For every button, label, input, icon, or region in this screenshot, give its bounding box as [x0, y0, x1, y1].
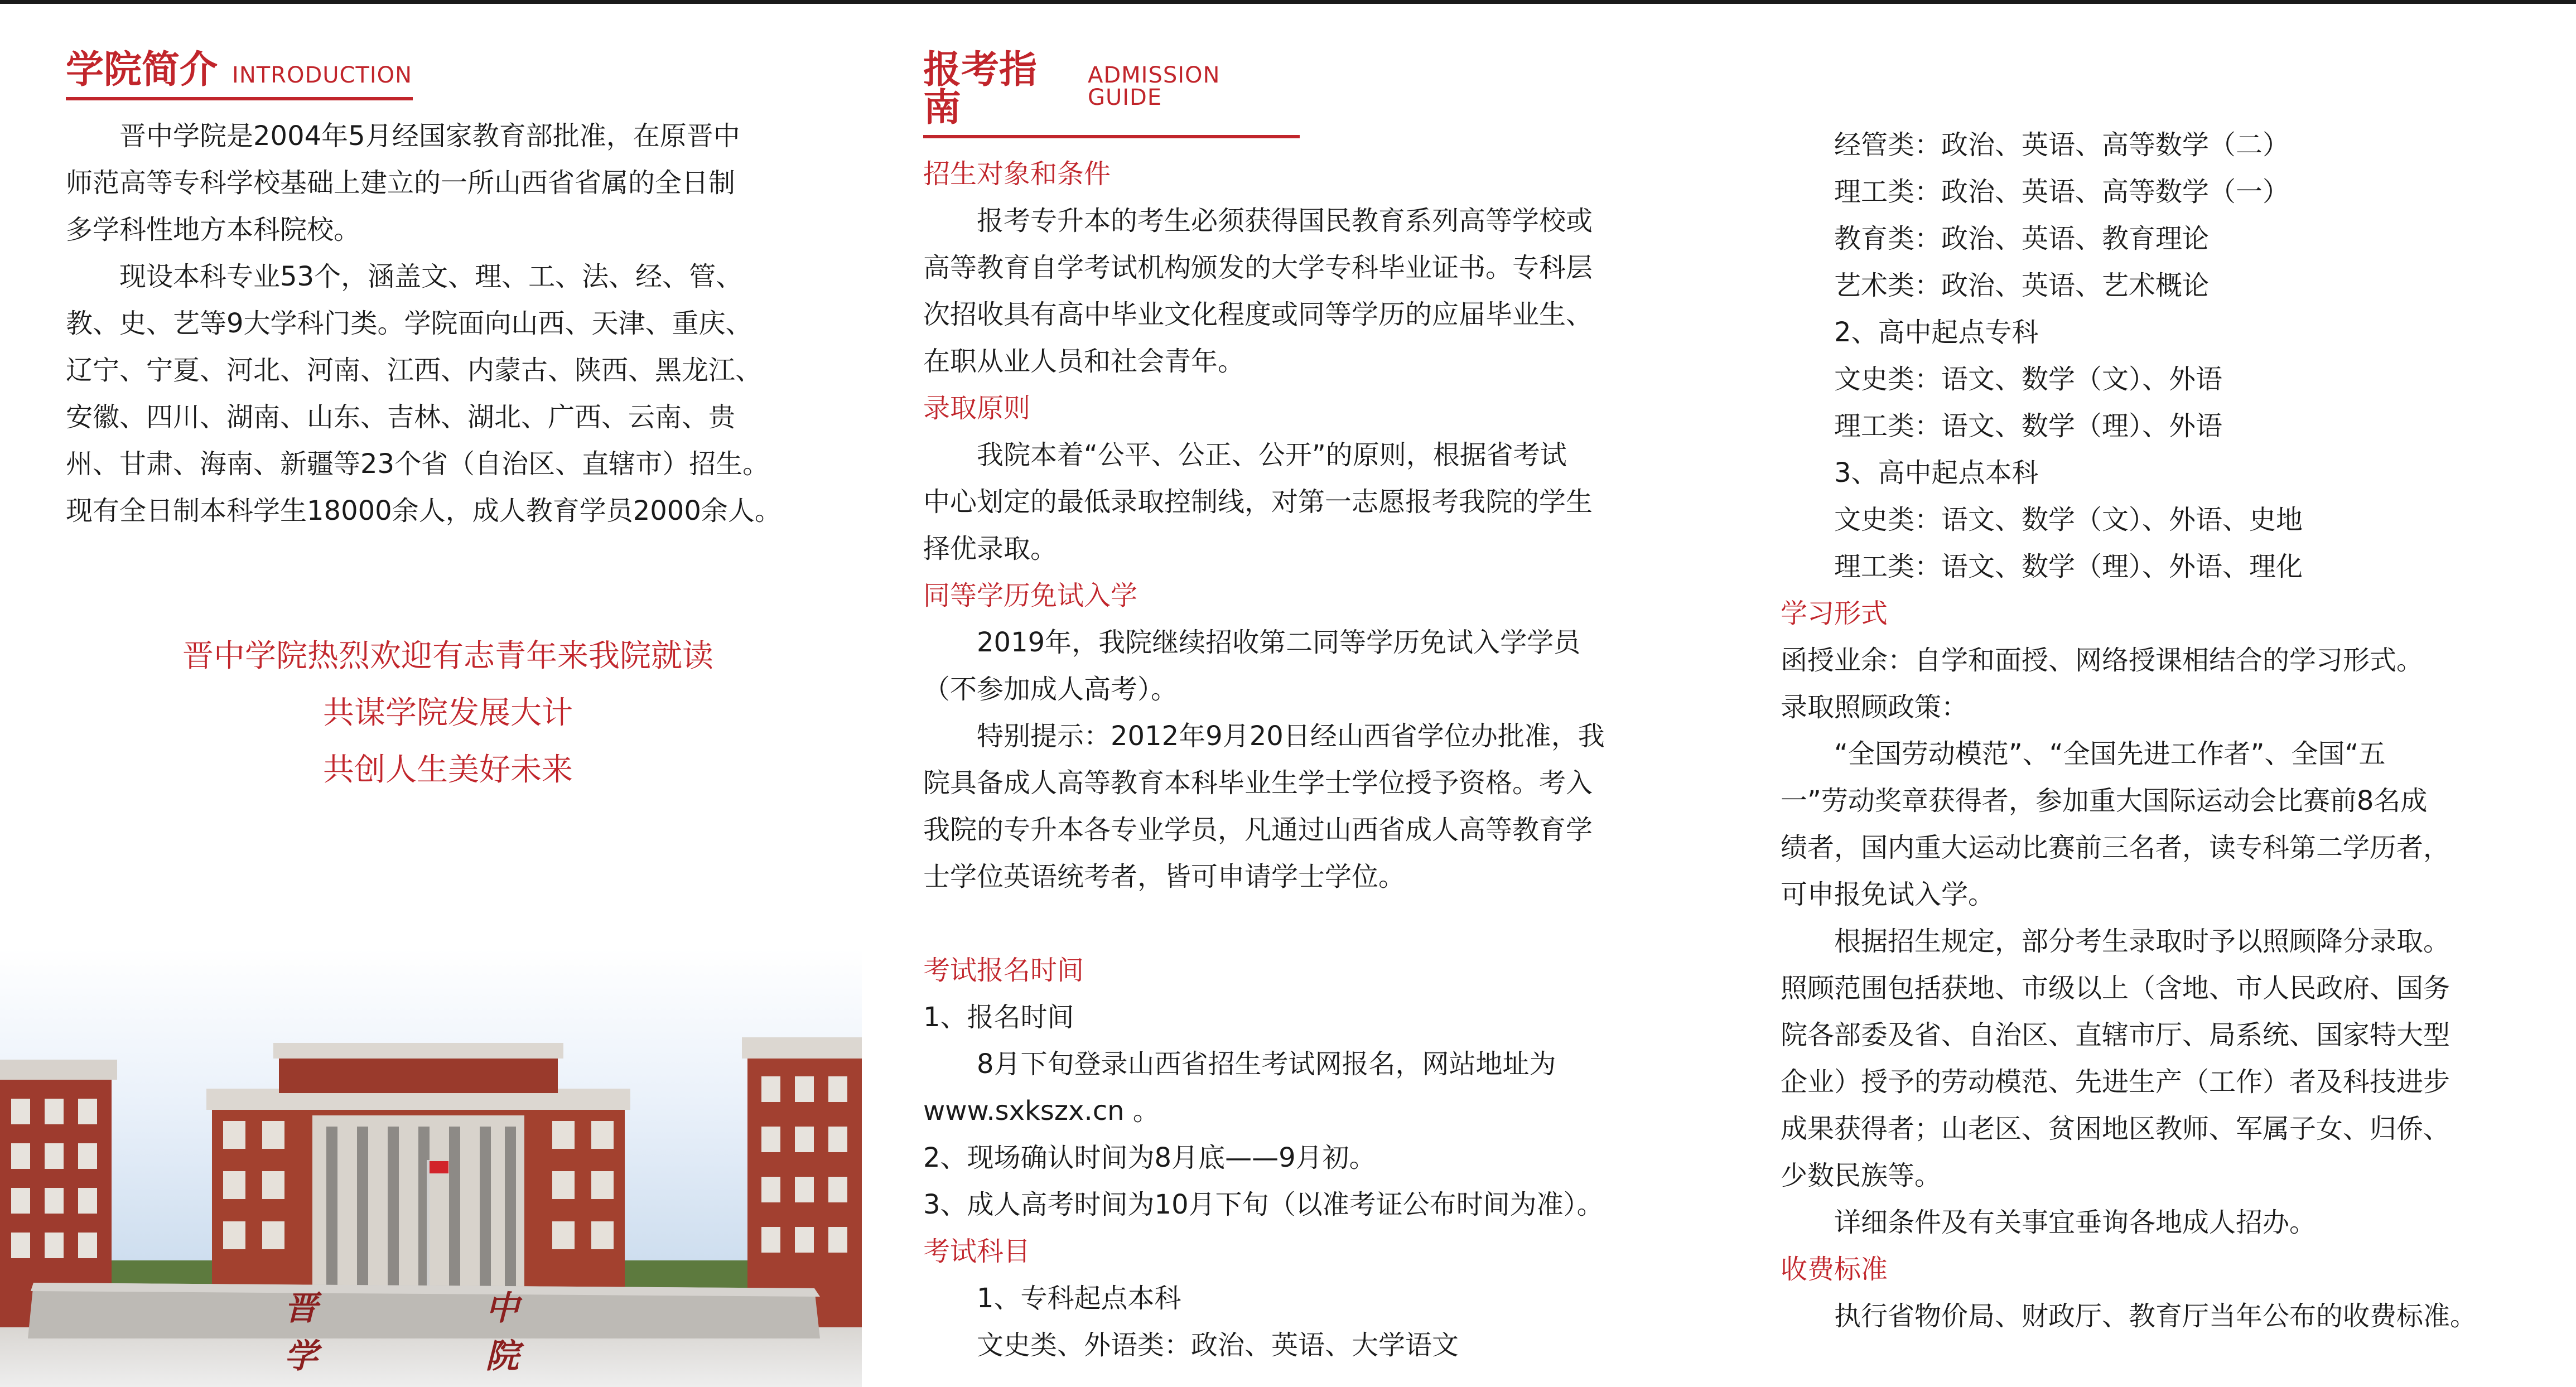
text-line: 择优录取。 [923, 533, 1058, 564]
section-title: 同等学历免试入学 [923, 580, 1138, 611]
intro-heading [66, 48, 413, 100]
guide-heading-en: ADMISSION GUIDE [1087, 62, 1221, 110]
text-line: 特别提示：2012年9月20日经山西省学位办批准，我 [977, 721, 1605, 752]
text-line: 理工类：政治、英语、高等数学（一） [1834, 176, 2290, 207]
text-line: 文史类：语文、数学（文）、外语、史地 [1834, 504, 2303, 535]
text-line: “全国劳动模范”、“全国先进工作者”、全国“五 [1834, 738, 2386, 770]
campus-photo [0, 948, 862, 1387]
section-title: 录取原则 [923, 393, 1031, 424]
text-line: 1、报名时间 [923, 1002, 1074, 1033]
text-line: 成果获得者；山老区、贫困地区教师、军属子女、归侨、 [1781, 1113, 2450, 1144]
text-line: 1、专科起点本科 [977, 1283, 1181, 1314]
section-title: 招生对象和条件 [923, 158, 1111, 190]
text-line: 照顾范围包括获地、市级以上（含地、市人民政府、国务 [1781, 973, 2450, 1004]
slogan-line: 共谋学院发展大计 [323, 695, 573, 731]
text-line: 2019年，我院继续招收第二同等学历免试入学学员 [977, 627, 1581, 658]
guide-column-3 [1781, 122, 2561, 1340]
intro-column [66, 48, 830, 534]
text-line: 3、高中起点本科 [1834, 457, 2039, 489]
section-title: 考试科目 [923, 1236, 1031, 1267]
text-line: 绩者，国内重大运动比赛前三名者，读专科第二学历者， [1781, 832, 2450, 863]
text-line: 详细条件及有关事宜垂询各地成人招办。 [1834, 1207, 2317, 1238]
slogan-line: 共创人生美好未来 [323, 752, 573, 788]
intro-line: 现有全日制本科学生18000余人，成人教育学员2000余人。 [66, 495, 782, 526]
intro-line: 安徽、四川、湖南、山东、吉林、湖北、广西、云南、贵 [66, 402, 736, 433]
text-line: 少数民族等。 [1781, 1160, 1942, 1191]
photo-banner-text: 晋 中 学 院 [284, 1289, 597, 1376]
intro-line: 师范高等专科学校基础上建立的一所山西省省属的全日制 [66, 167, 736, 199]
text-line: 院具备成人高等教育本科毕业生学士学位授予资格。考入 [923, 767, 1593, 799]
text-line: 2、高中起点专科 [1834, 317, 2039, 348]
intro-line: 辽宁、宁夏、河北、河南、江西、内蒙古、陕西、黑龙江、 [66, 355, 763, 386]
website-link[interactable]: www.sxkszx.cn 。 [923, 1095, 1160, 1127]
text-line: 我院的专升本各专业学员，凡通过山西省成人高等教育学 [923, 814, 1593, 845]
intro-heading-en: INTRODUCTION [232, 62, 413, 88]
text-line: 根据招生规定，部分考生录取时予以照顾降分录取。 [1834, 926, 2450, 957]
text-line: 文史类、外语类：政治、英语、大学语文 [977, 1330, 1459, 1361]
intro-line: 晋中学院是2004年5月经国家教育部批准，在原晋中 [119, 120, 740, 152]
text-line: （不参加成人高考）。 [923, 674, 1178, 705]
intro-line: 多学科性地方本科院校。 [66, 214, 361, 245]
text-line: 艺术类：政治、英语、艺术概论 [1834, 270, 2210, 301]
text-line: 经管类：政治、英语、高等数学（二） [1834, 129, 2290, 161]
slogan-line: 晋中学院热烈欢迎有志青年来我院就读 [182, 638, 713, 674]
text-line: 执行省物价局、财政厅、教育厅当年公布的收费标准。 [1834, 1301, 2477, 1332]
text-line: 我院本着“公平、公正、公开”的原则，根据省考试 [977, 439, 1567, 471]
text-line: 录取照顾政策： [1781, 692, 1969, 723]
slogans [66, 628, 830, 799]
intro-line: 现设本科专业53个，涵盖文、理、工、法、经、管、 [119, 261, 743, 292]
text-line: 8月下旬登录山西省招生考试网报名，网站地址为 [977, 1048, 1556, 1080]
text-line: 可申报免试入学。 [1781, 879, 1995, 910]
guide-column-2 [923, 48, 1715, 1369]
intro-line: 教、史、艺等9大学科门类。学院面向山西、天津、重庆、 [66, 308, 752, 339]
text-line: 在职从业人员和社会青年。 [923, 346, 1245, 377]
text-line: 高等教育自学考试机构颁发的大学专科毕业证书。专科层 [923, 252, 1593, 283]
text-line: 文史类：语文、数学（文）、外语 [1834, 364, 2223, 395]
text-line: 院各部委及省、自治区、直辖市厅、局系统、国家特大型 [1781, 1019, 2450, 1051]
intro-line: 州、甘肃、海南、新疆等23个省（自治区、直辖市）招生。 [66, 448, 770, 480]
text-line: 士学位英语统考者，皆可申请学士学位。 [923, 861, 1406, 892]
text-line: 一”劳动奖章获得者，参加重大国际运动会比赛前8名成 [1781, 785, 2428, 816]
intro-heading-zh: 学院简介 [66, 48, 218, 92]
text-line: 理工类：语文、数学（理）、外语、理化 [1834, 551, 2303, 582]
section-title: 考试报名时间 [923, 955, 1084, 986]
text-line: 次招收具有高中毕业文化程度或同等学历的应届毕业生、 [923, 299, 1593, 330]
top-border [0, 0, 2576, 4]
text-line: 报考专升本的考生必须获得国民教育系列高等学校或 [977, 205, 1593, 236]
text-line: 教育类：政治、英语、教育理论 [1834, 223, 2210, 254]
text-line: 中心划定的最低录取控制线，对第一志愿报考我院的学生 [923, 486, 1593, 518]
text-line: 企业）授予的劳动模范、先进生产（工作）者及科技进步 [1781, 1066, 2450, 1098]
text-line: 2、现场确认时间为8月底——9月初。 [923, 1142, 1376, 1173]
text-line: 理工类：语文、数学（理）、外语 [1834, 410, 2223, 442]
guide-heading [923, 48, 1300, 138]
text-line: 3、成人高考时间为10月下旬（以准考证公布时间为准）。 [923, 1189, 1604, 1220]
text-line: 函授业余：自学和面授、网络授课相结合的学习形式。 [1781, 645, 2424, 676]
section-title: 学习形式 [1781, 598, 1888, 629]
section-title: 收费标准 [1781, 1254, 1888, 1285]
guide-heading-zh: 报考指南 [923, 48, 1038, 130]
